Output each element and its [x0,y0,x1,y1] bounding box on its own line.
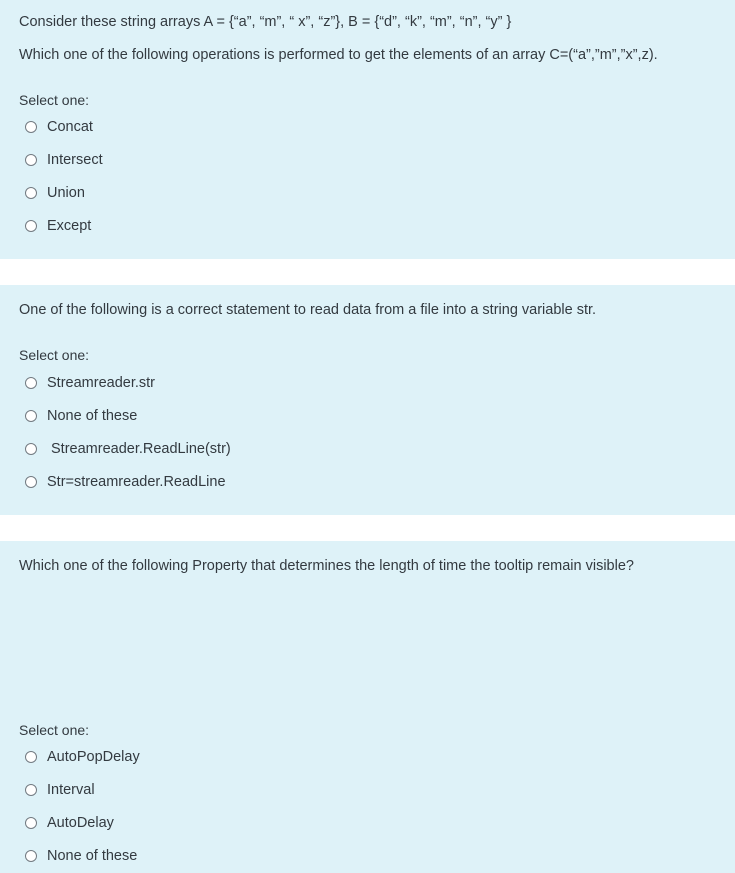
select-one-label: Select one: [19,347,90,363]
radio-button[interactable] [25,784,37,796]
option-label: AutoDelay [47,815,114,831]
option-streamreader-readline-str[interactable] [25,439,231,459]
radio-button[interactable] [25,220,37,232]
option-none-of-these[interactable] [25,406,137,426]
option-label: Except [47,218,92,234]
option-label: Intersect [47,152,103,168]
radio-button[interactable] [25,121,37,133]
question-3 [0,541,735,873]
radio-button[interactable] [25,410,37,422]
option-none-of-these[interactable] [25,846,137,866]
option-str-equals-streamreader-readline[interactable] [25,472,226,492]
radio-button[interactable] [25,154,37,166]
radio-button[interactable] [25,443,37,455]
option-label: Concat [47,119,93,135]
option-label: Str=streamreader.ReadLine [47,474,226,490]
question-1-text-line-2: Which one of the following operations is performed to get the elements of an array C=(“a”,”m”,”x”,z). [19,47,658,63]
question-1 [0,0,735,259]
option-label: None of these [47,408,138,424]
question-2-text: One of the following is a correct statement to read data from a file into a string variable str. [19,302,597,318]
option-autodelay[interactable] [25,813,114,833]
select-one-label: Select one: [19,92,90,108]
option-intersect[interactable] [25,150,103,170]
option-streamreader-str[interactable] [25,373,155,393]
option-label: Streamreader.ReadLine(str) [51,441,231,457]
option-label: AutoPopDelay [47,749,140,765]
option-label: Union [47,185,85,201]
radio-button[interactable] [25,377,37,389]
option-union[interactable] [25,183,85,203]
radio-button[interactable] [25,476,37,488]
radio-button[interactable] [25,751,37,763]
question-1-text-line-1: Consider these string arrays A = {“a”, “m”, “ x”, “z”}, B = {“d”, “k”, “m”, “n”, “y” } [19,14,512,30]
option-label: None of these [47,848,138,864]
question-2 [0,285,735,515]
option-autopopdelay[interactable] [25,747,140,767]
option-concat[interactable] [25,117,93,137]
question-3-text: Which one of the following Property that determines the length of time the tooltip remain visible? [19,558,634,574]
option-label: Streamreader.str [47,375,155,391]
radio-button[interactable] [25,817,37,829]
radio-button[interactable] [25,187,37,199]
radio-button[interactable] [25,850,37,862]
option-interval[interactable] [25,780,95,800]
option-label: Interval [47,782,95,798]
select-one-label: Select one: [19,722,90,738]
option-except[interactable] [25,216,91,236]
